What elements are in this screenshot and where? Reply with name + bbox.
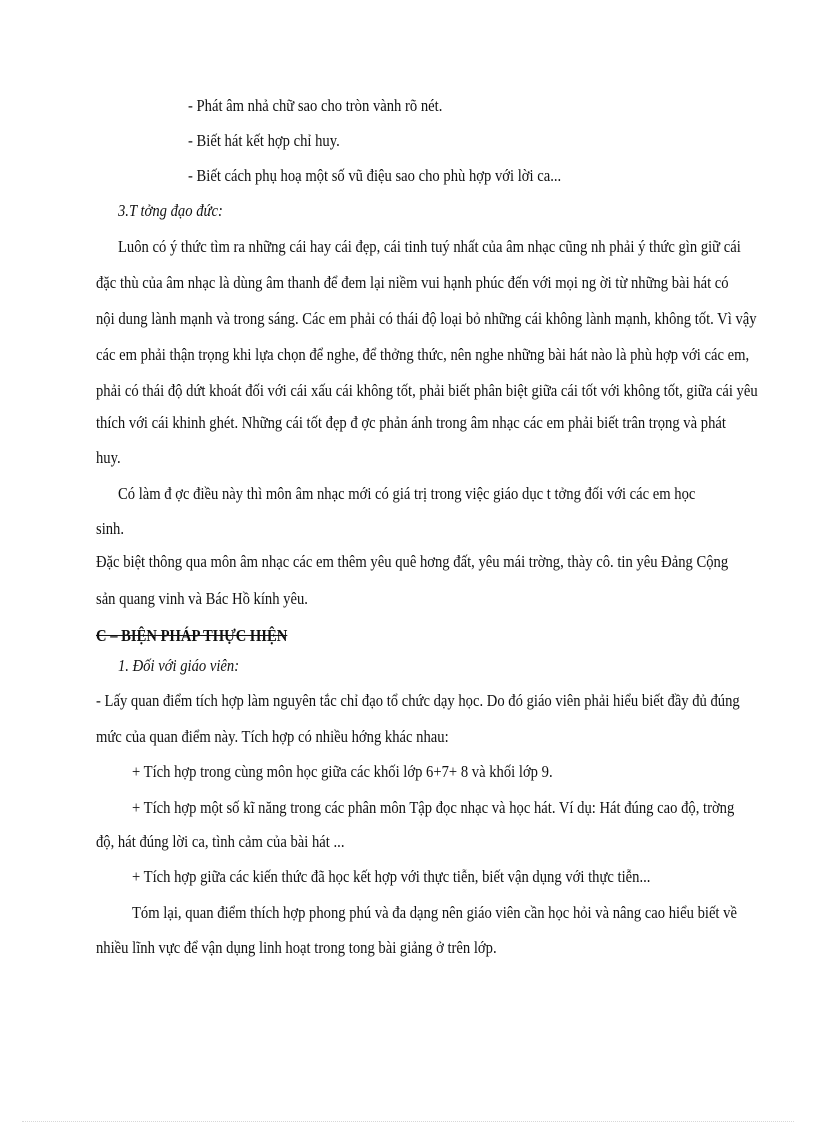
page-bottom-divider: [22, 1121, 794, 1122]
paragraph-line: sản quang vinh và Bác Hồ kính yêu.: [96, 589, 308, 608]
paragraph-line: Tóm lại, quan điểm thích hợp phong phú và đa dạng nên giáo viên cần học hỏi và nâng cao hiểu biết về: [132, 903, 737, 922]
paragraph-line: đặc thù của âm nhạc là dùng âm thanh để đem lại niềm vui hạnh phúc đến với mọi ng ời từ những bài hát có: [96, 273, 729, 292]
paragraph-line: Có làm đ ợc điều này thì môn âm nhạc mới có giá trị trong việc giáo dục t tởng đối với các em học: [118, 484, 696, 503]
paragraph-line: Đặc biệt thông qua môn âm nhạc các em thêm yêu quê hơng đất, yêu mái trờng, thày cô. tin yêu Đảng Cộng: [96, 552, 729, 571]
list-item: + Tích hợp một số kĩ năng trong các phân môn Tập đọc nhạc và học hát. Ví dụ: Hát đúng cao độ, trờng: [132, 798, 735, 817]
subheading-teacher: 1. Đối với giáo viên:: [118, 656, 240, 675]
paragraph-line: độ, hát đúng lời ca, tình cảm của bài hát ...: [96, 832, 345, 851]
list-item: - Biết hát kết hợp chỉ huy.: [188, 131, 340, 150]
paragraph-line: mức của quan điểm này. Tích hợp có nhiều hớng khác nhau:: [96, 727, 449, 746]
list-item: + Tích hợp trong cùng môn học giữa các khối lớp 6+7+ 8 và khối lớp 9.: [132, 762, 553, 781]
paragraph-line: Luôn có ý thức tìm ra những cái hay cái đẹp, cái tinh tuý nhất của âm nhạc cũng nh phải ý thức gìn giữ cái: [118, 237, 741, 256]
paragraph-line: phải có thái độ dứt khoát đối với cái xấu cái không tốt, phải biết phân biệt giữa cái tốt với không tốt, giữa cái yêu: [96, 381, 758, 400]
list-item: + Tích hợp giữa các kiến thức đã học kết hợp với thực tiễn, biết vận dụng với thực tiễn...: [132, 867, 651, 886]
paragraph-line: các em phải thận trọng khi lựa chọn để nghe, để thởng thức, nên nghe những bài hát nào là phù hợp với các em,: [96, 345, 750, 364]
subheading-ethics: 3.T tởng đạo đức:: [118, 201, 223, 220]
paragraph-line: - Lấy quan điểm tích hợp làm nguyên tắc chỉ đạo tổ chức dạy học. Do đó giáo viên phải hiểu biết đầy đủ đúng: [96, 691, 740, 710]
paragraph-line: nội dung lành mạnh và trong sáng. Các em phải có thái độ loại bỏ những cái không lành mạnh, không tốt. Vì vậy: [96, 309, 757, 328]
paragraph-line: huy.: [96, 448, 121, 467]
paragraph-line: thích với cái khinh ghét. Những cái tốt đẹp đ ợc phản ánh trong âm nhạc các em phải biết trân trọng và phát: [96, 413, 726, 432]
paragraph-line: sinh.: [96, 519, 125, 538]
list-item: - Phát âm nhả chữ sao cho tròn vành rõ nét.: [188, 96, 443, 115]
section-heading: C – BIỆN PHÁP THỰC HIỆN: [96, 626, 288, 645]
list-item: - Biết cách phụ hoạ một số vũ điệu sao cho phù hợp với lời ca...: [188, 166, 562, 185]
paragraph-line: nhiều lĩnh vực để vận dụng linh hoạt trong tong bài giảng ở trên lớp.: [96, 938, 497, 957]
